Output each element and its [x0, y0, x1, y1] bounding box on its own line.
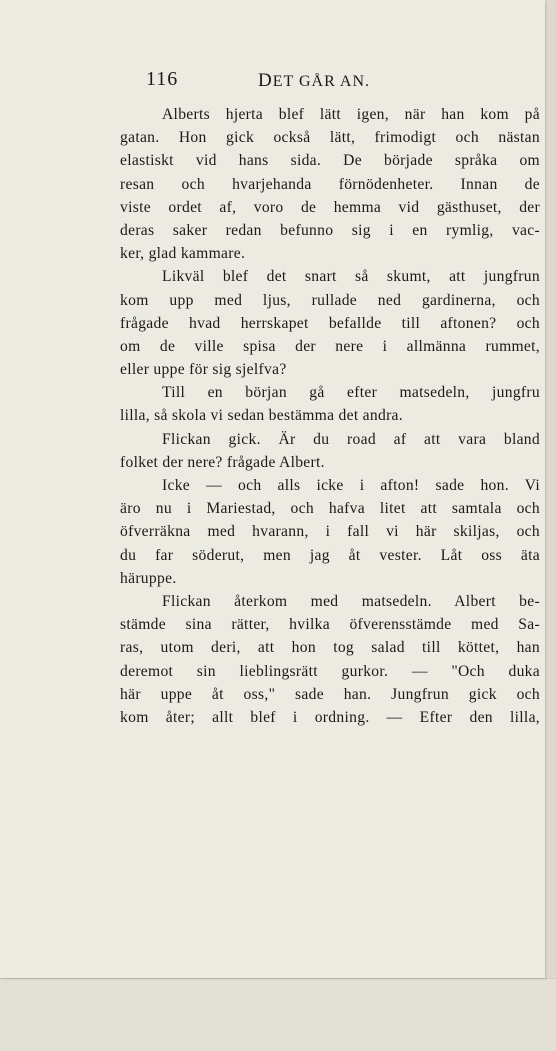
paragraph — [120, 474, 540, 590]
text-line: deras saker redan befunno sig i en rymlig, vac- — [120, 221, 540, 239]
paragraph — [120, 265, 540, 381]
paragraph — [120, 103, 540, 265]
text-line: du far söderut, men jag åt vester. Låt oss äta — [120, 546, 540, 564]
text-line: Likväl blef det snart så skumt, att jungfrun — [162, 268, 540, 286]
paragraph — [120, 590, 540, 729]
page-edge-bottom — [0, 978, 556, 1051]
text-line: frågade hvad herrskapet befallde till aftonen? och — [120, 314, 540, 332]
text-line: folket der nere? frågade Albert. — [120, 453, 325, 471]
running-head — [146, 68, 436, 96]
text-line: om de ville spisa der nere i allmänna rummet, — [120, 337, 540, 355]
text-line: eller uppe för sig sjelfva? — [120, 361, 287, 379]
running-title-initial: D — [258, 70, 273, 91]
text-line: här uppe åt oss," sade han. Jungfrun gick och — [120, 685, 540, 703]
text-line: Alberts hjerta blef lätt igen, när han kom på — [162, 106, 540, 123]
text-line: Icke — och alls icke i afton! sade hon. Vi — [162, 477, 540, 494]
text-line: stämde sina rätter, hvilka öfverensstämde med Sa- — [120, 616, 540, 634]
running-title-rest: ET GÅR AN. — [272, 73, 370, 90]
text-line: elastiskt vid hans sida. De började språka om — [120, 152, 540, 170]
text-line: ras, utom deri, att hon tog salad till köttet, han — [120, 639, 540, 657]
paragraph — [120, 381, 540, 427]
text-line: lilla, så skola vi sedan bestämma det andra. — [120, 407, 403, 425]
text-line: Flickan återkom med matsedeln. Albert be- — [162, 592, 540, 610]
text-line: resan och hvarjehanda förnödenheter. Innan de — [120, 175, 540, 193]
text-line: kom åter; allt blef i ordning. — Efter den lilla, — [120, 708, 540, 726]
page-edge-right — [544, 0, 556, 1050]
text-line: kom upp med ljus, rullade ned gardinerna, och — [120, 291, 540, 309]
text-line: Till en början gå efter matsedeln, jungfru — [162, 384, 540, 402]
text-line: öfverräkna med hvarann, i fall vi här skiljas, och — [120, 523, 540, 541]
text-line: häruppe. — [120, 569, 177, 587]
body-text — [120, 103, 540, 729]
page-number: 116 — [146, 68, 179, 90]
text-line: gatan. Hon gick också lätt, frimodigt och nästan — [120, 129, 540, 147]
paragraph — [120, 428, 540, 474]
text-line: ker, glad kammare. — [120, 245, 246, 263]
text-line: viste ordet af, voro de hemma vid gästhuset, der — [120, 198, 540, 216]
text-line: Flickan gick. Är du road af att vara bland — [162, 430, 540, 448]
text-line: äro nu i Mariestad, och hafva litet att samtala och — [120, 500, 540, 518]
running-title — [258, 70, 370, 92]
text-line: deremot sin lieblingsrätt gurkor. — "Och duka — [120, 662, 540, 680]
